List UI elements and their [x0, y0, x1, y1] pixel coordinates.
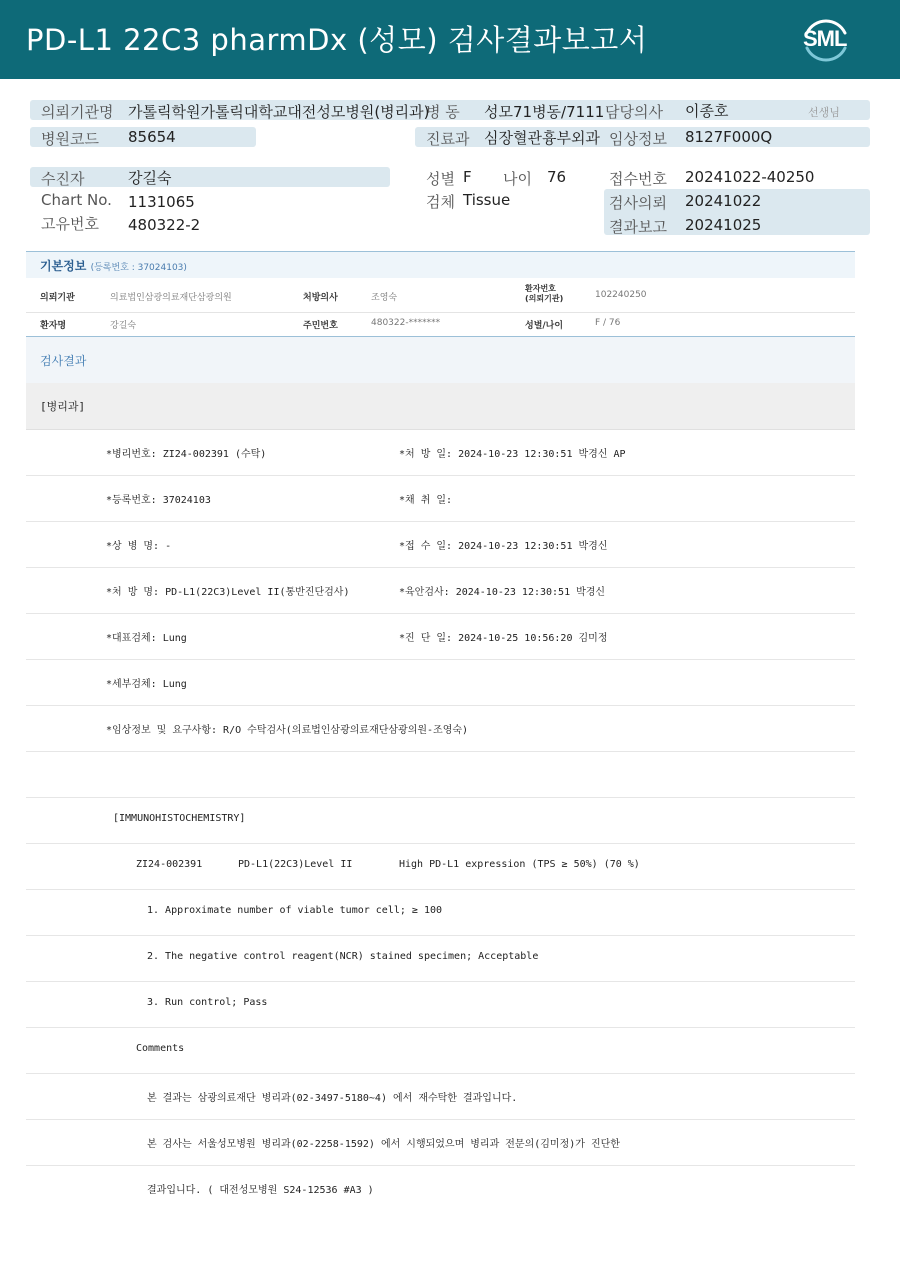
- department-label: 진료과: [426, 130, 470, 148]
- result-row-blank: [26, 752, 855, 798]
- comments-label: Comments: [136, 1043, 185, 1054]
- ihc-item-row-1: [26, 890, 855, 936]
- prescription-date: *처 방 일: 2024-10-23 12:30:51 박경신 AP: [399, 449, 626, 460]
- ihc-test: PD-L1(22C3)Level II: [238, 859, 353, 870]
- hospital-code-label: 병원코드: [41, 130, 99, 148]
- result-row-2: [26, 476, 855, 522]
- ihc-item-2: 2. The negative control reagent(NCR) stained specimen; Acceptable: [147, 951, 539, 962]
- basic-info-title: [40, 257, 187, 274]
- chart-label: Chart No.: [41, 191, 112, 209]
- report-title: PD-L1 22C3 pharmDx (성모) 검사결과보고서: [26, 23, 648, 57]
- bi-sexage-value: F / 76: [595, 318, 621, 328]
- comments-label-row: [26, 1028, 855, 1074]
- chart-value: 1131065: [128, 193, 195, 211]
- bi-patient-no-label-1: 환자번호: [525, 284, 556, 293]
- pathology-dept-row: [26, 383, 855, 430]
- diagnosis-date: *진 단 일: 2024-10-25 10:56:20 김미정: [399, 633, 608, 644]
- clinical-label: 임상정보: [609, 130, 667, 148]
- result-row-6: [26, 660, 855, 706]
- report-header: [0, 0, 900, 79]
- request-date-value: 20241022: [685, 192, 762, 210]
- bi-name-value: 강길숙: [110, 321, 137, 331]
- bi-patient-no-label: [525, 284, 563, 304]
- doctor-value: 이종호: [685, 102, 729, 120]
- comment-row-2: [26, 1120, 855, 1166]
- result-row-1: [26, 430, 855, 476]
- bi-inst-label: 의뢰기관: [40, 293, 75, 303]
- report-date-label: 결과보고: [609, 218, 667, 236]
- ihc-heading: [IMMUNOHISTOCHEMISTRY]: [113, 813, 246, 824]
- comment-row-3: [26, 1166, 855, 1211]
- institution-value: 가톨릭학원가톨릭대학교대전성모병원(병리과): [128, 103, 430, 121]
- specimen-label: 검체: [426, 193, 455, 211]
- basic-info-title-text: 기본정보: [40, 259, 87, 273]
- collection-date: *채 취 일:: [399, 495, 453, 506]
- bi-doctor-label: 처방의사: [303, 293, 338, 303]
- results-title: 검사결과: [40, 354, 87, 368]
- comment-line-2: 본 검사는 서울성모병원 병리과(02-2258-1592) 에서 시행되었으며 병리과 전문의(김미정)가 진단한: [147, 1139, 620, 1150]
- hospital-code-value: 85654: [128, 128, 176, 146]
- ward-value: 성모71병동/7111: [484, 103, 605, 121]
- ihc-id: ZI24-002391: [136, 859, 203, 870]
- gross-exam: *육안검사: 2024-10-23 12:30:51 박경신: [399, 587, 606, 598]
- basic-info-row-2: [26, 313, 855, 335]
- sex-label: 성별: [426, 170, 455, 188]
- basic-info-header: [26, 251, 855, 278]
- bi-id-label: 주민번호: [303, 321, 338, 331]
- ward-label: 병 동: [426, 103, 460, 121]
- receipt-no-value: 20241022-40250: [685, 168, 815, 186]
- diagnosis-name: *상 병 명: -: [106, 541, 172, 552]
- bi-name-label: 환자명: [40, 321, 67, 331]
- report-date-value: 20241025: [685, 216, 762, 234]
- ihc-item-3: 3. Run control; Pass: [147, 997, 268, 1008]
- specimen-value: Tissue: [463, 191, 511, 209]
- ihc-result-row: [26, 844, 855, 890]
- age-value: 76: [547, 168, 567, 186]
- sml-logo: [798, 12, 854, 68]
- doctor-suffix: 선생님: [808, 106, 840, 119]
- receipt-date: *접 수 일: 2024-10-23 12:30:51 박경신: [399, 541, 608, 552]
- results-header: [26, 336, 855, 384]
- result-row-7: [26, 706, 855, 752]
- ihc-result: High PD-L1 expression (TPS ≥ 50%) (70 %): [399, 859, 640, 870]
- ihc-item-row-2: [26, 936, 855, 982]
- prescription-name: *처 방 명: PD-L1(22C3)Level II(통반진단검사): [106, 587, 350, 598]
- bi-doctor-value: 조영숙: [371, 293, 398, 303]
- ihc-item-1: 1. Approximate number of viable tumor cell; ≥ 100: [147, 905, 443, 916]
- basic-info-reg: (등록번호 : 37024103): [90, 263, 187, 273]
- basic-info-row-1: [26, 278, 855, 313]
- registration-number: *등록번호: 37024103: [106, 495, 211, 506]
- age-label: 나이: [503, 170, 532, 188]
- representative-specimen: *대표검체: Lung: [106, 633, 187, 644]
- pathology-dept: [병리과]: [40, 400, 86, 413]
- request-date-label: 검사의뢰: [609, 194, 667, 212]
- logo-text: SML: [803, 26, 847, 51]
- pathology-number: *병리번호: ZI24-002391 (수탁): [106, 449, 267, 460]
- bi-patient-no-label-2: (의뢰기관): [525, 294, 564, 303]
- bi-inst-value: 의료법인삼광의료재단삼광의원: [110, 293, 232, 303]
- result-row-4: [26, 568, 855, 614]
- patient-value: 강길숙: [128, 169, 172, 187]
- result-row-3: [26, 522, 855, 568]
- bi-id-value: 480322-*******: [371, 318, 441, 328]
- comment-row-1: [26, 1074, 855, 1120]
- bi-sexage-label: 성별/나이: [525, 321, 564, 331]
- ihc-item-row-3: [26, 982, 855, 1028]
- bi-patient-no-value: 102240250: [595, 290, 647, 300]
- clinical-value: 8127F000Q: [685, 128, 773, 146]
- sex-value: F: [463, 168, 472, 186]
- comment-line-3: 결과입니다. ( 대전성모병원 S24-12536 #A3 ): [147, 1185, 374, 1196]
- result-row-5: [26, 614, 855, 660]
- patient-label: 수진자: [41, 170, 85, 188]
- doctor-label: 담당의사: [605, 103, 663, 121]
- ihc-heading-row: [26, 798, 855, 844]
- receipt-no-label: 접수번호: [609, 170, 667, 188]
- department-value: 심장혈관흉부외과: [484, 129, 600, 147]
- unique-label: 고유번호: [41, 215, 99, 233]
- unique-value: 480322-2: [128, 216, 201, 234]
- institution-label: 의뢰기관명: [41, 103, 114, 121]
- comment-line-1: 본 결과는 삼광의료재단 병리과(02-3497-5180~4) 에서 재수탁한 결과입니다.: [147, 1093, 518, 1104]
- clinical-request: *임상정보 및 요구사항: R/O 수탁검사(의료법인삼광의료재단삼광의원-조영숙): [106, 725, 469, 736]
- detailed-specimen: *세부검체: Lung: [106, 679, 187, 690]
